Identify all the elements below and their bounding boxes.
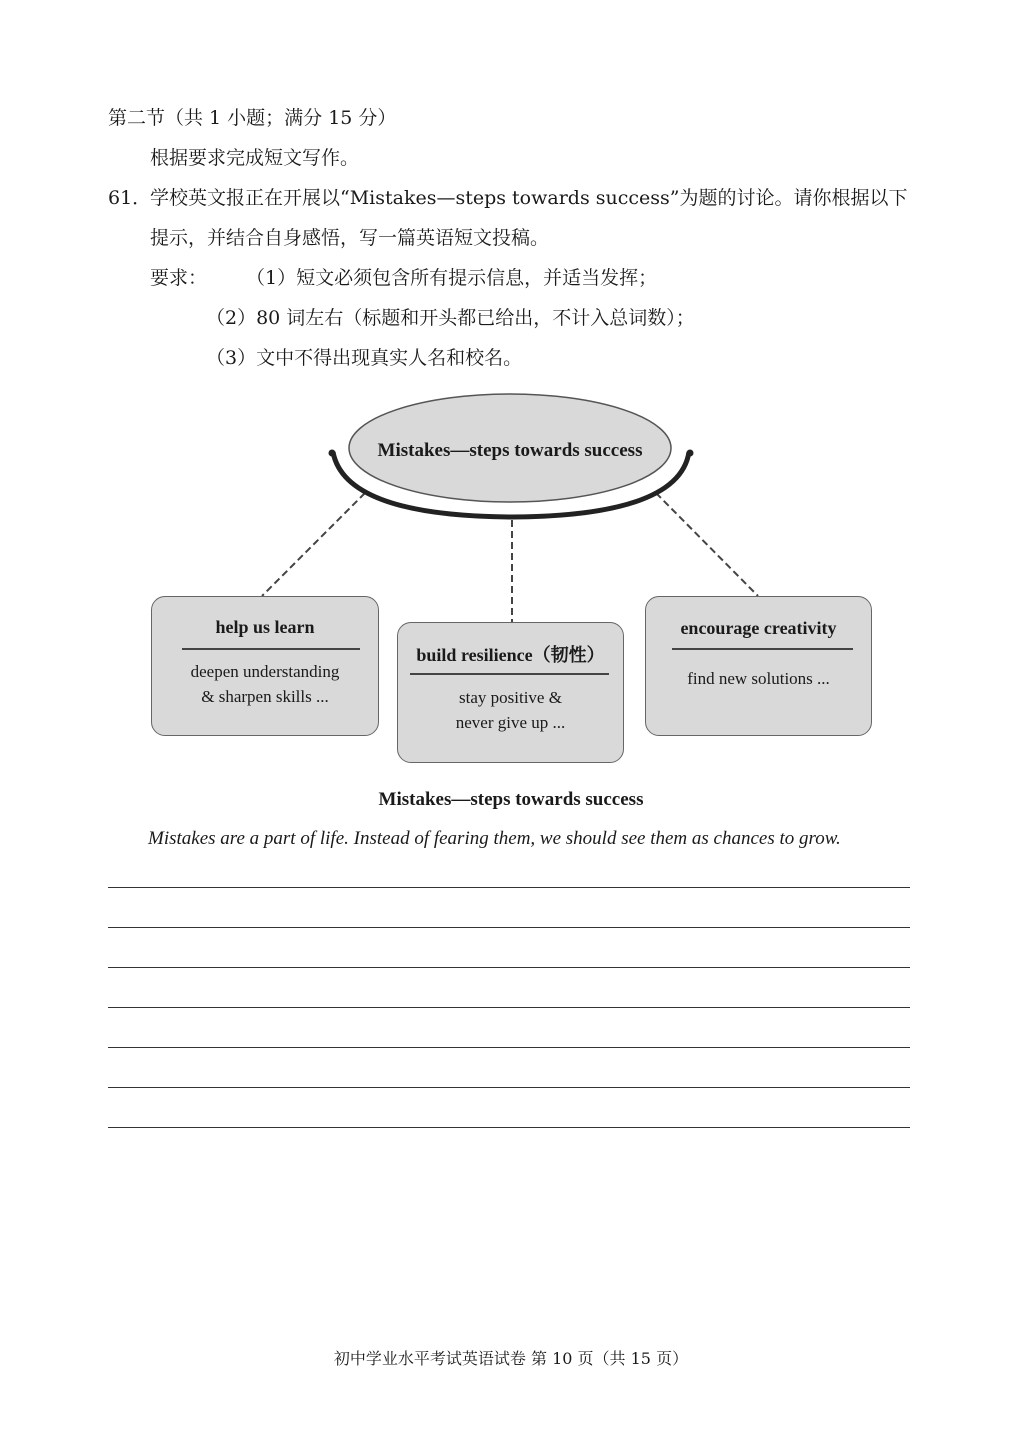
node-title: encourage creativity <box>680 618 837 638</box>
mind-map-diagram <box>0 380 1022 780</box>
connector-left <box>262 493 365 596</box>
center-label: Mistakes—steps towards success <box>377 440 643 461</box>
node-title: build resilience（韧性） <box>416 645 605 665</box>
node-build-resilience <box>397 622 624 763</box>
section-heading: 第二节（共 1 小题；满分 15 分） <box>108 107 397 129</box>
question-text-line2: 提示，并结合自身感悟，写一篇英语短文投稿。 <box>150 227 550 249</box>
requirement-3: （3）文中不得出现真实人名和校名。 <box>206 347 523 369</box>
requirement-2: （2）80 词左右（标题和开头都已给出，不计入总词数）； <box>206 307 695 329</box>
essay-title: Mistakes—steps towards success <box>378 789 644 810</box>
answer-line[interactable] <box>108 967 910 968</box>
question-number: 61． <box>108 187 152 209</box>
answer-line[interactable] <box>108 1127 910 1128</box>
node-title: help us learn <box>215 617 315 637</box>
node-divider <box>672 648 853 650</box>
node-divider <box>182 648 360 650</box>
answer-line[interactable] <box>108 887 910 888</box>
page-footer: 初中学业水平考试英语试卷 第 10 页（共 15 页） <box>333 1349 689 1368</box>
node-text-line1: deepen understanding <box>190 662 340 681</box>
arc-end-left <box>329 450 336 457</box>
node-text-line1: find new solutions ... <box>687 669 830 688</box>
answer-line[interactable] <box>108 1087 910 1088</box>
node-text-line1: stay positive & <box>459 688 562 707</box>
answer-line[interactable] <box>108 1047 910 1048</box>
node-encourage-creativity <box>645 596 872 736</box>
node-text-line2: & sharpen skills ... <box>201 687 329 706</box>
node-divider <box>410 673 609 675</box>
requirements-label: 要求： <box>150 267 208 289</box>
answer-line[interactable] <box>108 927 910 928</box>
node-text-line2: never give up ... <box>455 713 566 732</box>
connector-right <box>656 493 758 596</box>
answer-line[interactable] <box>108 1007 910 1008</box>
node-help-us-learn <box>151 596 379 736</box>
essay-opening-sentence: Mistakes are a part of life. Instead of fearing them, we should see them as chances to grow. <box>148 828 841 849</box>
requirement-1: （1）短文必须包含所有提示信息，并适当发挥； <box>246 267 658 289</box>
arc-end-right <box>687 450 694 457</box>
section-instruction: 根据要求完成短文写作。 <box>150 147 360 169</box>
question-text-line1: 学校英文报正在开展以“Mistakes—steps towards success”为题的讨论。请你根据以下 <box>150 187 908 209</box>
